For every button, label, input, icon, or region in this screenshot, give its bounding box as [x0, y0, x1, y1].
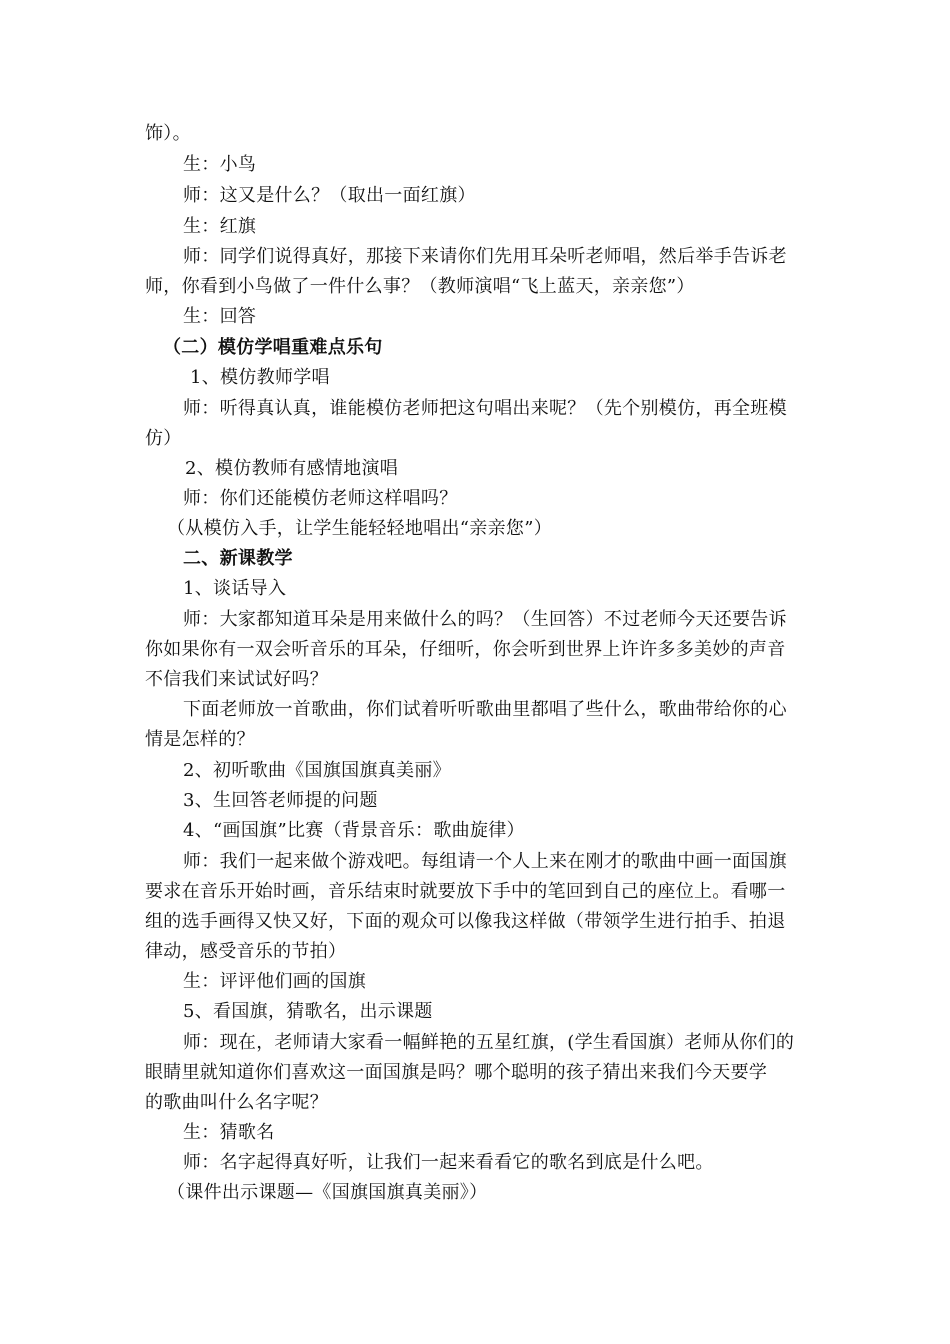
text-line: 师：大家都知道耳朵是用来做什么的吗？（生回答）不过老师今天还要告诉: [183, 609, 787, 630]
text-line: 师：我们一起来做个游戏吧。每组请一个人上来在刚才的歌曲中画一面国旗: [183, 851, 787, 872]
text-line: （课件出示课题—《国旗国旗真美丽》）: [167, 1182, 488, 1203]
text-line: 师：现在，老师请大家看一幅鲜艳的五星红旗，(学生看国旗）老师从你们的: [183, 1032, 795, 1053]
text-line: 2、模仿教师有感情地演唱: [185, 458, 399, 479]
text-line: 生：回答: [183, 306, 257, 327]
section-heading: 二、新课教学: [183, 548, 293, 569]
section-heading: （二）模仿学唱重难点乐句: [163, 337, 383, 358]
text-line: 生：红旗: [183, 216, 257, 237]
text-line: 4、“画国旗”比赛（背景音乐：歌曲旋律）: [183, 820, 525, 841]
text-line: 要求在音乐开始时画，音乐结束时就要放下手中的笔回到自己的座位上。看哪一: [145, 881, 786, 902]
text-line: 不信我们来试试好吗？: [145, 669, 328, 690]
text-line: 生：评评他们画的国旗: [183, 971, 366, 992]
text-line: 师：名字起得真好听，让我们一起来看看它的歌名到底是什么吧。: [183, 1152, 714, 1173]
text-line: 仿）: [145, 428, 182, 449]
text-line: （从模仿入手，让学生能轻轻地唱出“亲亲您”）: [167, 518, 553, 539]
text-line: 师，你看到小鸟做了一件什么事？（教师演唱“飞上蓝天，亲亲您”）: [145, 276, 695, 297]
text-line: 眼睛里就知道你们喜欢这一面国旗是吗？哪个聪明的孩子猜出来我们今天要学: [145, 1062, 768, 1083]
text-line: 你如果你有一双会听音乐的耳朵，仔细听，你会听到世界上许许多多美妙的声音: [145, 639, 786, 660]
text-line: 师：同学们说得真好，那接下来请你们先用耳朵听老师唱，然后举手告诉老: [183, 246, 787, 267]
text-line: 师：这又是什么？（取出一面红旗）: [183, 185, 476, 206]
text-line: 情是怎样的？: [145, 729, 255, 750]
text-line: 组的选手画得又快又好，下面的观众可以像我这样做（带领学生进行拍手、拍退: [145, 911, 786, 932]
text-line: 师：听得真认真，谁能模仿老师把这句唱出来呢？（先个别模仿，再全班模: [183, 398, 787, 419]
text-line: 1、模仿教师学唱: [190, 367, 330, 388]
text-line: 的歌曲叫什么名字呢？: [145, 1092, 328, 1113]
text-line: 饰）。: [145, 123, 191, 144]
text-line: 律动，感受音乐的节拍）: [145, 941, 347, 962]
text-line: 生：小鸟: [183, 154, 257, 175]
text-line: 3、生回答老师提的问题: [183, 790, 378, 811]
text-line: 2、初听歌曲《国旗国旗真美丽》: [183, 760, 451, 781]
text-line: 生：猜歌名: [183, 1122, 275, 1143]
text-line: 5、看国旗，猜歌名，出示课题: [183, 1001, 433, 1022]
text-line: 1、谈话导入: [183, 578, 287, 599]
text-line: 师：你们还能模仿老师这样唱吗？: [183, 488, 458, 509]
text-line: 下面老师放一首歌曲，你们试着听听歌曲里都唱了些什么，歌曲带给你的心: [183, 699, 787, 720]
